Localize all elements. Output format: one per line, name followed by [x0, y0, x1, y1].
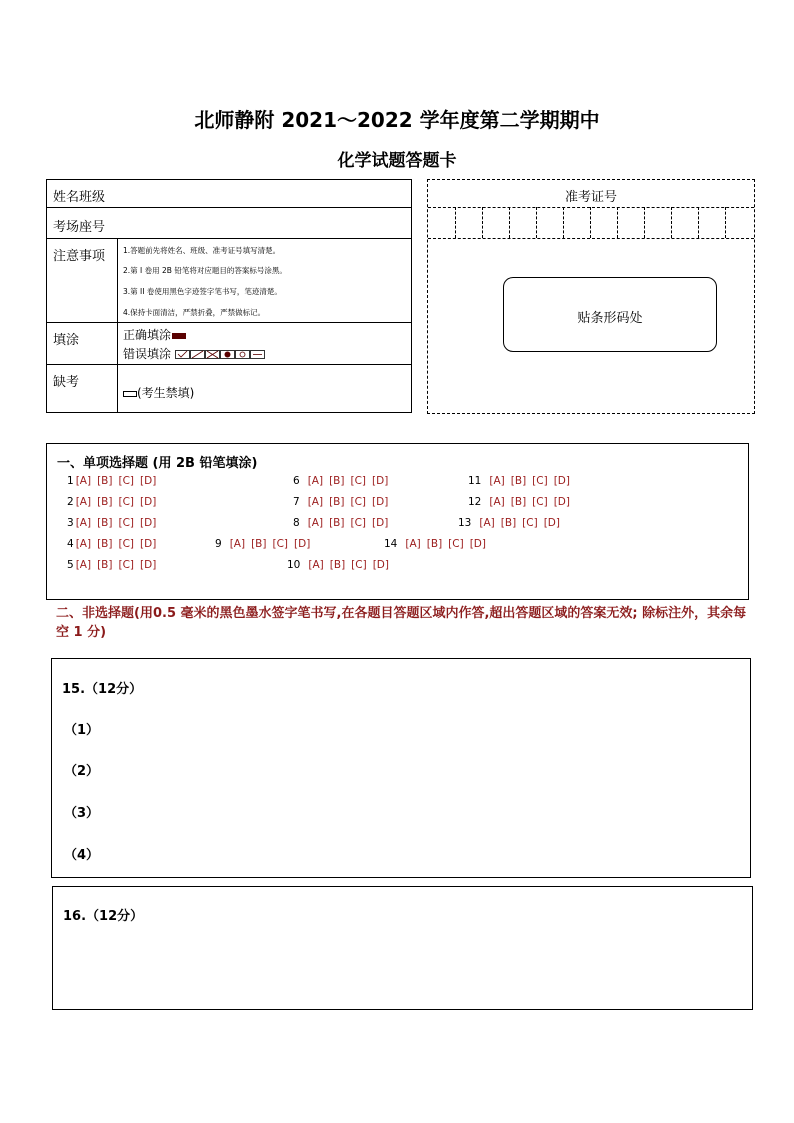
wrong-marks-icon	[175, 350, 267, 359]
answer-bubble[interactable]: [A]	[479, 517, 495, 529]
question-number: 2	[67, 496, 74, 508]
question-number: 9	[215, 538, 222, 550]
question-number: 7	[293, 496, 300, 508]
answer-bubble[interactable]: [A]	[75, 496, 92, 508]
divider	[117, 239, 118, 322]
question-number: 8	[293, 517, 300, 529]
absent-note: (考生禁填)	[137, 386, 195, 400]
question-16-answer-area[interactable]	[52, 886, 753, 1010]
section2-heading	[56, 604, 756, 642]
note-2: 2.第 I 卷用 2B 铅笔将对应题目的答案标号涂黑。	[123, 266, 287, 275]
divider	[428, 207, 754, 208]
admission-ticket-block	[427, 179, 755, 414]
answer-bubble[interactable]: [C]	[532, 475, 548, 487]
barcode-label: 贴条形码处	[577, 311, 643, 326]
ticket-digit-cell[interactable]	[482, 207, 483, 238]
ticket-digit-cell[interactable]	[563, 207, 564, 238]
question-15-answer-area[interactable]	[51, 658, 751, 878]
answer-bubble[interactable]: [B]	[426, 538, 443, 550]
question-15-title: 15.（12分）	[62, 682, 143, 697]
question-15-part-4: （4）	[64, 848, 100, 863]
ticket-digit-cell[interactable]	[644, 207, 645, 238]
answer-bubble[interactable]: [C]	[118, 538, 135, 550]
page-title: 北师静附 2021～2022 学年度第二学期期中	[194, 108, 600, 132]
ticket-digit-cell[interactable]	[455, 207, 456, 238]
choice-question	[215, 538, 310, 550]
note-4: 4.保持卡面清洁，严禁折叠，严禁做标记。	[123, 308, 266, 317]
answer-bubble[interactable]: [A]	[75, 517, 92, 529]
answer-bubble[interactable]: [B]	[97, 538, 113, 550]
answer-bubble[interactable]: [D]	[553, 475, 570, 487]
answer-bubble[interactable]: [B]	[251, 538, 267, 550]
answer-bubble[interactable]: [A]	[308, 559, 324, 571]
answer-bubble[interactable]: [C]	[351, 559, 367, 571]
answer-bubble[interactable]: [D]	[140, 538, 157, 550]
answer-bubble[interactable]: [D]	[140, 475, 157, 487]
answer-bubble[interactable]: [D]	[372, 496, 389, 508]
answer-bubble[interactable]: [B]	[329, 559, 346, 571]
fill-label: 填涂	[53, 333, 80, 348]
question-15-part-2: （2）	[64, 764, 100, 779]
answer-bubble[interactable]: [B]	[510, 475, 527, 487]
ticket-digit-cell[interactable]	[590, 207, 591, 238]
answer-bubble[interactable]: [B]	[97, 559, 113, 571]
answer-bubble[interactable]: [A]	[229, 538, 246, 550]
answer-bubble[interactable]: [D]	[372, 559, 389, 571]
choice-question	[67, 496, 156, 508]
answer-bubble[interactable]: [D]	[543, 517, 560, 529]
choice-question	[67, 517, 156, 529]
answer-bubble[interactable]: [B]	[329, 496, 345, 508]
divider	[117, 365, 118, 413]
ticket-digit-cell[interactable]	[698, 207, 699, 238]
answer-bubble[interactable]: [A]	[75, 559, 92, 571]
answer-bubble[interactable]: [C]	[522, 517, 538, 529]
exam-seat-row[interactable]	[47, 208, 411, 239]
question-number: 4	[67, 538, 74, 550]
answer-bubble[interactable]: [B]	[510, 496, 527, 508]
choice-question	[468, 496, 570, 508]
answer-bubble[interactable]: [D]	[140, 559, 157, 571]
answer-bubble[interactable]: [C]	[118, 496, 135, 508]
choice-question	[384, 538, 486, 550]
answer-bubble[interactable]: [A]	[307, 496, 324, 508]
question-number: 13	[458, 517, 472, 529]
answer-bubble[interactable]: [D]	[469, 538, 486, 550]
choice-question	[67, 538, 156, 550]
question-number: 12	[468, 496, 482, 508]
answer-bubble[interactable]: [D]	[553, 496, 570, 508]
answer-bubble[interactable]: [C]	[350, 475, 367, 487]
wrong-fill-example	[123, 345, 267, 362]
ticket-digit-cell[interactable]	[509, 207, 510, 238]
divider	[428, 238, 754, 239]
question-number: 14	[384, 538, 398, 550]
fill-row	[47, 323, 411, 365]
answer-bubble[interactable]: [D]	[140, 496, 157, 508]
absent-box[interactable]	[123, 384, 194, 401]
answer-bubble[interactable]: [C]	[272, 538, 289, 550]
absent-label: 缺考	[53, 375, 80, 390]
wrong-fill-label: 错误填涂	[123, 347, 172, 361]
answer-bubble[interactable]: [B]	[97, 475, 113, 487]
answer-bubble[interactable]: [A]	[307, 475, 324, 487]
question-number: 11	[468, 475, 482, 487]
correct-fill-example	[123, 326, 186, 343]
ticket-title: 准考证号	[564, 190, 617, 205]
student-info-table	[46, 179, 412, 413]
question-number: 5	[67, 559, 74, 571]
answer-bubble[interactable]: [D]	[140, 517, 157, 529]
filled-mark-icon	[172, 333, 186, 339]
answer-bubble[interactable]: [C]	[532, 496, 548, 508]
choice-question	[458, 517, 560, 529]
answer-bubble[interactable]: [C]	[350, 496, 367, 508]
choice-question	[468, 475, 570, 487]
answer-bubble[interactable]: [A]	[75, 538, 92, 550]
answer-bubble[interactable]: [A]	[405, 538, 421, 550]
section2-instruction: (用0.5 毫米的黑色墨水签字笔书写,在各题目答题区域内作答,超出答题区域的答案无效; 除标注外，其余每空 1 分)	[56, 606, 747, 640]
answer-bubble[interactable]: [A]	[489, 496, 505, 508]
ticket-digit-cell[interactable]	[725, 207, 726, 238]
choice-question	[293, 475, 388, 487]
answer-bubble[interactable]: [B]	[97, 517, 113, 529]
question-number: 6	[293, 475, 300, 487]
ticket-digit-cell[interactable]	[671, 207, 672, 238]
question-16-title: 16.（12分）	[63, 909, 144, 924]
answer-bubble[interactable]: [A]	[307, 517, 324, 529]
choice-question	[293, 517, 388, 529]
question-number: 10	[287, 559, 301, 571]
answer-bubble[interactable]: [C]	[118, 559, 135, 571]
question-15-part-1: （1）	[64, 723, 100, 738]
answer-bubble[interactable]: [C]	[118, 475, 135, 487]
answer-bubble[interactable]: [B]	[500, 517, 517, 529]
single-choice-section	[46, 443, 749, 600]
exam-seat-label: 考场座号	[53, 220, 106, 235]
absent-checkbox[interactable]	[123, 391, 137, 397]
barcode-area	[503, 277, 717, 352]
answer-bubble[interactable]: [D]	[372, 517, 389, 529]
divider	[117, 323, 118, 364]
absent-row	[47, 365, 411, 413]
choice-question	[67, 475, 156, 487]
answer-bubble[interactable]: [B]	[97, 496, 113, 508]
correct-fill-label: 正确填涂	[123, 328, 172, 342]
answer-bubble[interactable]: [B]	[329, 475, 345, 487]
section2-title: 二、非选择题	[56, 606, 135, 621]
answer-bubble[interactable]: [D]	[294, 538, 311, 550]
page-subtitle: 化学试题答题卡	[337, 151, 457, 171]
choice-question	[293, 496, 388, 508]
note-3: 3.第 II 卷使用黑色字迹签字笔书写，笔迹清楚。	[123, 287, 282, 296]
choice-question	[67, 559, 156, 571]
note-1: 1.答题前先将姓名、班级、准考证号填写清楚。	[123, 246, 281, 255]
answer-bubble[interactable]: [D]	[372, 475, 389, 487]
answer-bubble[interactable]: [B]	[329, 517, 345, 529]
name-class-row[interactable]	[47, 180, 411, 208]
question-number: 1	[67, 475, 74, 487]
answer-bubble[interactable]: [A]	[489, 475, 505, 487]
section1-heading: 一、单项选择题 (用 2B 铅笔填涂)	[57, 456, 258, 471]
notes-label: 注意事项	[53, 249, 106, 264]
answer-bubble[interactable]: [C]	[350, 517, 367, 529]
question-15-part-3: （3）	[64, 806, 100, 821]
ticket-digit-cell[interactable]	[617, 207, 618, 238]
answer-bubble[interactable]: [A]	[75, 475, 92, 487]
notes-row	[47, 239, 411, 323]
name-class-label: 姓名班级	[53, 190, 106, 205]
answer-bubble[interactable]: [C]	[118, 517, 135, 529]
question-number: 3	[67, 517, 74, 529]
answer-bubble[interactable]: [C]	[448, 538, 464, 550]
ticket-digit-cell[interactable]	[536, 207, 537, 238]
choice-question	[287, 559, 389, 571]
